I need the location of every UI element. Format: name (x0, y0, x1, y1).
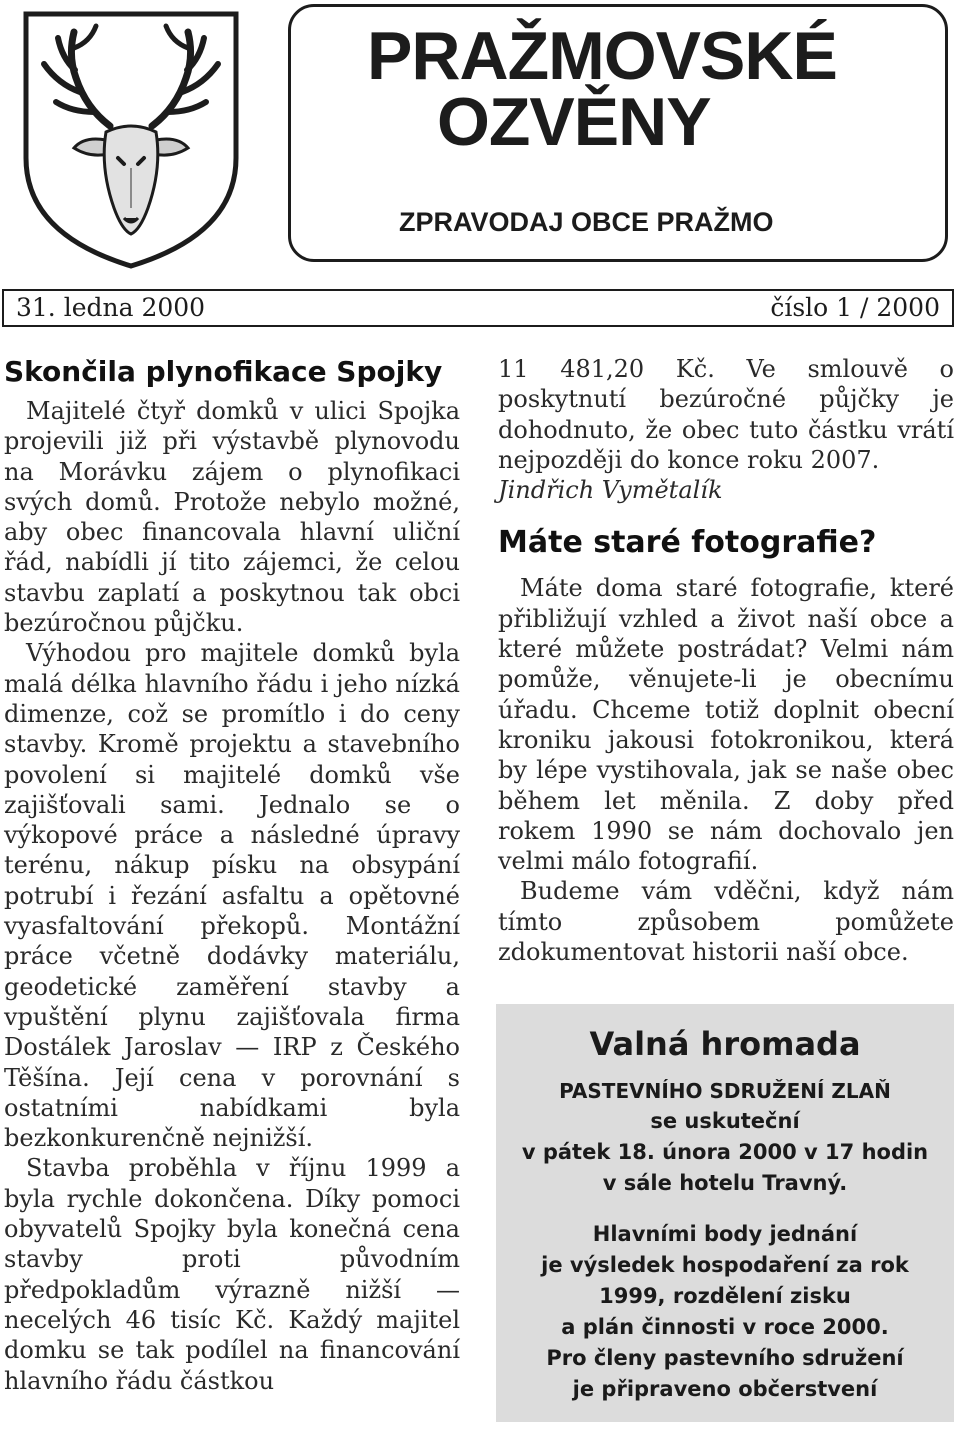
article-paragraph: Výhodou pro majitele domků byla malá délka hlavního řádu i jeho nízká dimenze, což se promítlo i do ceny stavby. Kromě projektu a stavebního povolení si majitelé domků vše zajišťovali sami. Jednalo se o výkopové práce a následné úpravy terénu, nákup písku na obsypání potrubí i řezání asfaltu a opětovné vyasfaltování překopů. Montážní práce včetně dodávky materiálu, geodetické zaměření stavby a vpuštění plynu zajišťovala firma Dostálek Jaroslav — IRP z Českého Těšína. Její cena v porovnání s ostatními nabídkami byla bezkonkurenčně nejnižší. (4, 639, 460, 1153)
meeting-notice-box (496, 1004, 954, 1422)
notice-agenda-line: Hlavními body jednání (592, 1222, 858, 1246)
newspaper-subtitle: ZPRAVODAJ OBCE PRAŽMO (399, 207, 774, 237)
notice-agenda-line: a plán činnosti v roce 2000. (561, 1315, 889, 1339)
article-heading-gas: Skončila plynofikace Spojky (4, 355, 443, 388)
notice-line: v sále hotelu Travný. (602, 1171, 848, 1195)
title-line-2: OZVĚNY (437, 84, 711, 160)
notice-agenda-line: je připraveno občerstvení (572, 1377, 878, 1401)
dateline-bar (2, 289, 954, 327)
article-author: Jindřich Vymětalík (498, 476, 723, 505)
newspaper-title (367, 18, 837, 160)
left-column (4, 354, 460, 1396)
notice-line: v pátek 18. února 2000 v 17 hodin (521, 1140, 929, 1164)
masthead (288, 4, 948, 262)
issue-number: číslo 1 / 2000 (770, 293, 940, 322)
article-paragraph: Máte doma staré fotografie, které přibližují vzhled a život naší obce a které můžete postrádat? Velmi nám pomůže, věnujete-li je obecnímu úřadu. Chceme totiž doplnit obecní kroniku jakousi fotokronikou, která by lépe vystihovala, jak se naše obec během let měnila. Z doby před rokem 1990 se nám dochovalo jen velmi málo fotografií. (498, 574, 954, 876)
article-heading-photos: Máte staré fotografie? (498, 525, 877, 561)
notice-agenda-line: Pro členy pastevního sdružení (546, 1346, 904, 1370)
right-column (498, 354, 954, 967)
notice-organization: PASTEVNÍHO SDRUŽENÍ ZLAŇ (559, 1079, 891, 1103)
article-paragraph: Stavba proběhla v říjnu 1999 a byla rychle dokončena. Díky pomoci obyvatelů Spojky byla konečná cena stavby proti původním předpokladům výrazně nižší — necelých 46 tisíc Kč. Každý majitel domku se tak podílel na financování hlavního řádu částkou (4, 1154, 460, 1395)
title-line-1: PRAŽMOVSKÉ (367, 18, 837, 94)
notice-line: se uskuteční (650, 1109, 800, 1133)
article-paragraph-continued: 11 481,20 Kč. Ve smlouvě o poskytnutí bezúročné půjčky je dohodnuto, že obec tuto částku vrátí nejpozději do konce roku 2007. (498, 355, 954, 474)
issue-date: 31. ledna 2000 (16, 293, 206, 322)
notice-title: Valná hromada (589, 1025, 861, 1063)
deer-head-coat-of-arms-icon (6, 8, 256, 270)
article-paragraph: Budeme vám vděčni, když nám tímto způsobem pomůžete zdokumentovat historii naší obce. (498, 877, 954, 967)
notice-agenda-line: 1999, rozdělení zisku (599, 1284, 851, 1308)
article-paragraph: Majitelé čtyř domků v ulici Spojka projevili již při výstavbě plynovodu na Morávku zájem o plynofikaci svých domů. Protože nebylo možné, aby obec financovala hlavní uliční řád, nabídli jí tito zájemci, že celou stavbu zaplatí a poskytnou tak obci bezúročnou půjčku. (4, 397, 460, 638)
notice-agenda-line: je výsledek hospodaření za rok (541, 1253, 909, 1277)
